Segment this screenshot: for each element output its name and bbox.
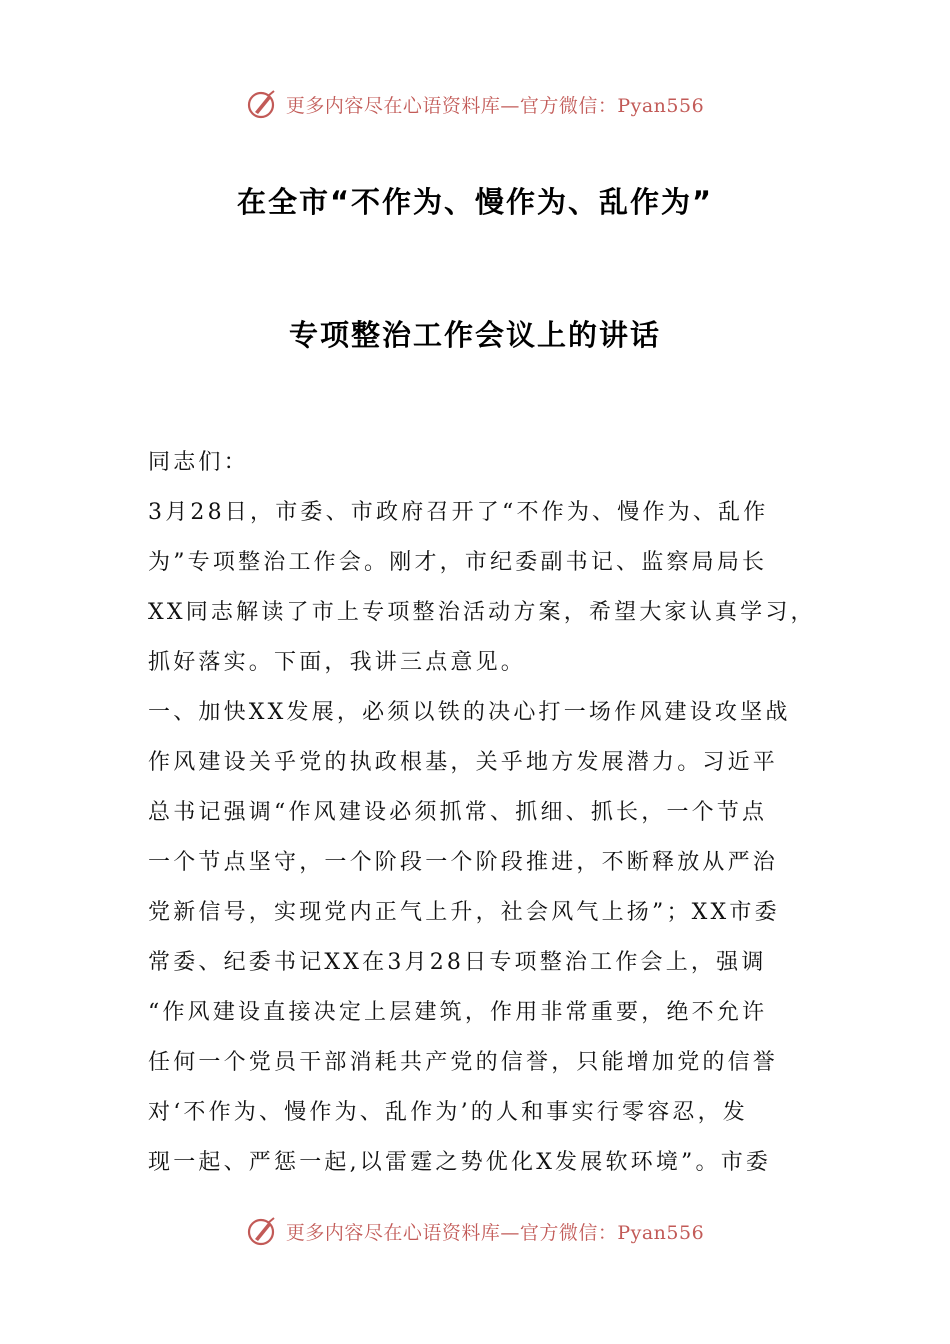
body-line: 总书记强调“作风建设必须抓常、抓细、抓长，一个节点 xyxy=(148,800,768,825)
body-line: 对‘不作为、慢作为、乱作为’的人和事实行零容忍，发 xyxy=(148,1100,748,1125)
body-line: 党新信号，实现党内正气上升，社会风气上扬”；XX市委 xyxy=(148,900,780,925)
body-line: 作风建设关乎党的执政根基，关乎地方发展潜力。习近平 xyxy=(148,750,779,775)
body-line: XX同志解读了市上专项整治活动方案，希望大家认真学习， xyxy=(148,600,816,625)
header-watermark xyxy=(0,82,950,126)
footer-watermark xyxy=(0,1209,950,1253)
body-line: 为”专项整治工作会。刚才，市纪委副书记、监察局局长 xyxy=(148,550,768,575)
body-line: 同志们： xyxy=(148,450,249,475)
body-line: “作风建设直接决定上层建筑，作用非常重要，绝不允许 xyxy=(148,1000,768,1025)
document-body xyxy=(148,438,828,1188)
body-line: 现一起、严惩一起,以雷霆之势优化X发展软环境”。市委 xyxy=(148,1150,772,1175)
body-line: 任何一个党员干部消耗共产党的信誉，只能增加党的信誉 xyxy=(148,1050,779,1075)
section-heading: 一、加快XX发展，必须以铁的决心打一场作风建设攻坚战 xyxy=(148,700,791,725)
watermark-text: 更多内容尽在心语资料库—官方微信：Pyan556 xyxy=(285,94,705,117)
body-line: 抓好落实。下面，我讲三点意见。 xyxy=(148,650,527,675)
quill-pen-circle-icon xyxy=(246,1215,278,1247)
watermark-text: 更多内容尽在心语资料库—官方微信：Pyan556 xyxy=(285,1221,705,1244)
quill-pen-circle-icon xyxy=(246,88,278,120)
document-title-line-2: 专项整治工作会议上的讲话 xyxy=(288,318,661,352)
body-line: 3月28日，市委、市政府召开了“不作为、慢作为、乱作 xyxy=(148,500,769,525)
body-line: 一个节点坚守，一个阶段一个阶段推进，不断释放从严治 xyxy=(148,850,779,875)
document-title-line-1: 在全市“不作为、慢作为、乱作为” xyxy=(236,185,714,219)
body-line: 常委、纪委书记XX在3月28日专项整治工作会上，强调 xyxy=(148,950,767,975)
